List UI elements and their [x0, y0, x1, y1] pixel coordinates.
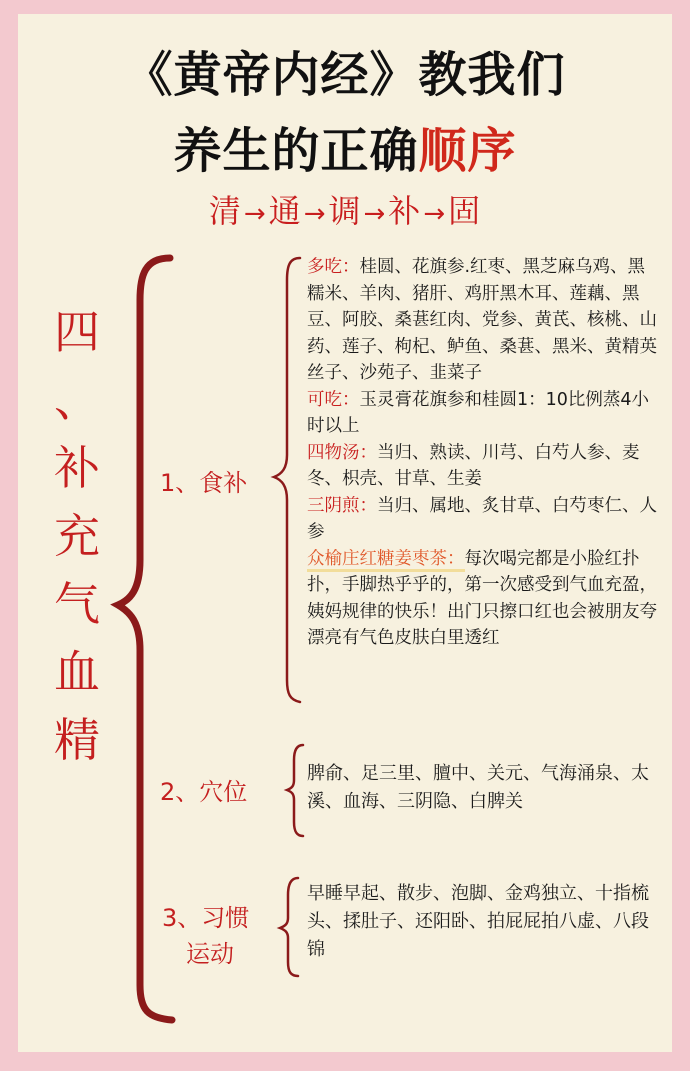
flow-step: 清	[208, 192, 242, 230]
arrow-right-icon: →	[363, 199, 387, 229]
section-title-char: 精	[54, 713, 100, 767]
page-title: 《黄帝内经》教我们	[124, 47, 566, 103]
food-content	[307, 254, 657, 652]
food-paragraph	[307, 493, 657, 546]
food-text: 当归、属地、炙甘草、白芍枣仁、人参	[307, 495, 657, 542]
subtitle-highlight-text: 顺序	[418, 123, 517, 179]
food-text: 每次喝完都是小脸红扑扑，手脚热乎乎的，第一次感受到气血充盈，姨妈规律的快乐！出门只擦口红也会被朋友夸漂亮有气色皮肤白里透红	[307, 548, 657, 648]
habit-content: 早睡早起、散步、泡脚、金鸡独立、十指梳头、揉肚子、还阳卧、拍屁屁拍八虚、八段锦	[307, 883, 649, 960]
item-label-acupoint: 2、穴位	[160, 778, 248, 806]
food-paragraph	[307, 254, 657, 387]
section-title-char: 补	[54, 441, 100, 495]
section-title-char: 四	[54, 305, 100, 359]
food-paragraph	[307, 546, 657, 652]
arrow-right-icon: →	[423, 199, 447, 229]
flow-step: 调	[328, 192, 362, 230]
habit-brace	[280, 878, 298, 976]
item-label-habit-line2: 运动	[186, 940, 234, 968]
flow-step: 补	[388, 192, 422, 230]
food-key: 可吃：	[307, 389, 360, 410]
food-text: 当归、熟读、川芎、白芍人参、麦冬、枳壳、甘草、生姜	[307, 442, 640, 489]
food-key: 众榆庄红糖姜枣茶：	[307, 549, 465, 572]
acupoint-content: 脾俞、足三里、膻中、关元、气海涌泉、太溪、血海、三阴隐、白脾关	[307, 763, 649, 812]
item-label-food: 1、食补	[160, 469, 248, 497]
arrow-right-icon: →	[303, 199, 327, 229]
food-key: 四物汤：	[307, 442, 377, 463]
food-text: 桂圆、花旗参.红枣、黑芝麻乌鸡、黑糯米、羊肉、猪肝、鸡肝黑木耳、莲藕、黑豆、阿胶、桑葚红肉、党参、黄芪、核桃、山药、莲子、枸杞、鲈鱼、桑葚、黑米、黄精英丝子、沙苑子、韭菜子	[307, 257, 657, 383]
food-text: 玉灵膏花旗参和桂圆1：10比例蒸4小时以上	[307, 389, 650, 436]
item-label-habit: 3、习惯	[162, 904, 250, 932]
acupoint-brace	[287, 745, 303, 836]
food-paragraph	[307, 387, 657, 440]
section-title-char: 气	[54, 577, 100, 631]
flow-step: 固	[448, 192, 482, 230]
flow-step: 通	[268, 192, 302, 230]
arrow-right-icon: →	[243, 199, 267, 229]
food-key: 多吃：	[307, 257, 360, 277]
section-title-char: 、	[54, 373, 100, 427]
food-brace	[274, 258, 300, 702]
subtitle-black-text: 养生的正确	[173, 123, 419, 179]
food-key: 三阴煎：	[307, 495, 377, 516]
section-title-char: 充	[54, 509, 100, 563]
food-paragraph	[307, 440, 657, 493]
section-title-char: 血	[54, 645, 100, 699]
